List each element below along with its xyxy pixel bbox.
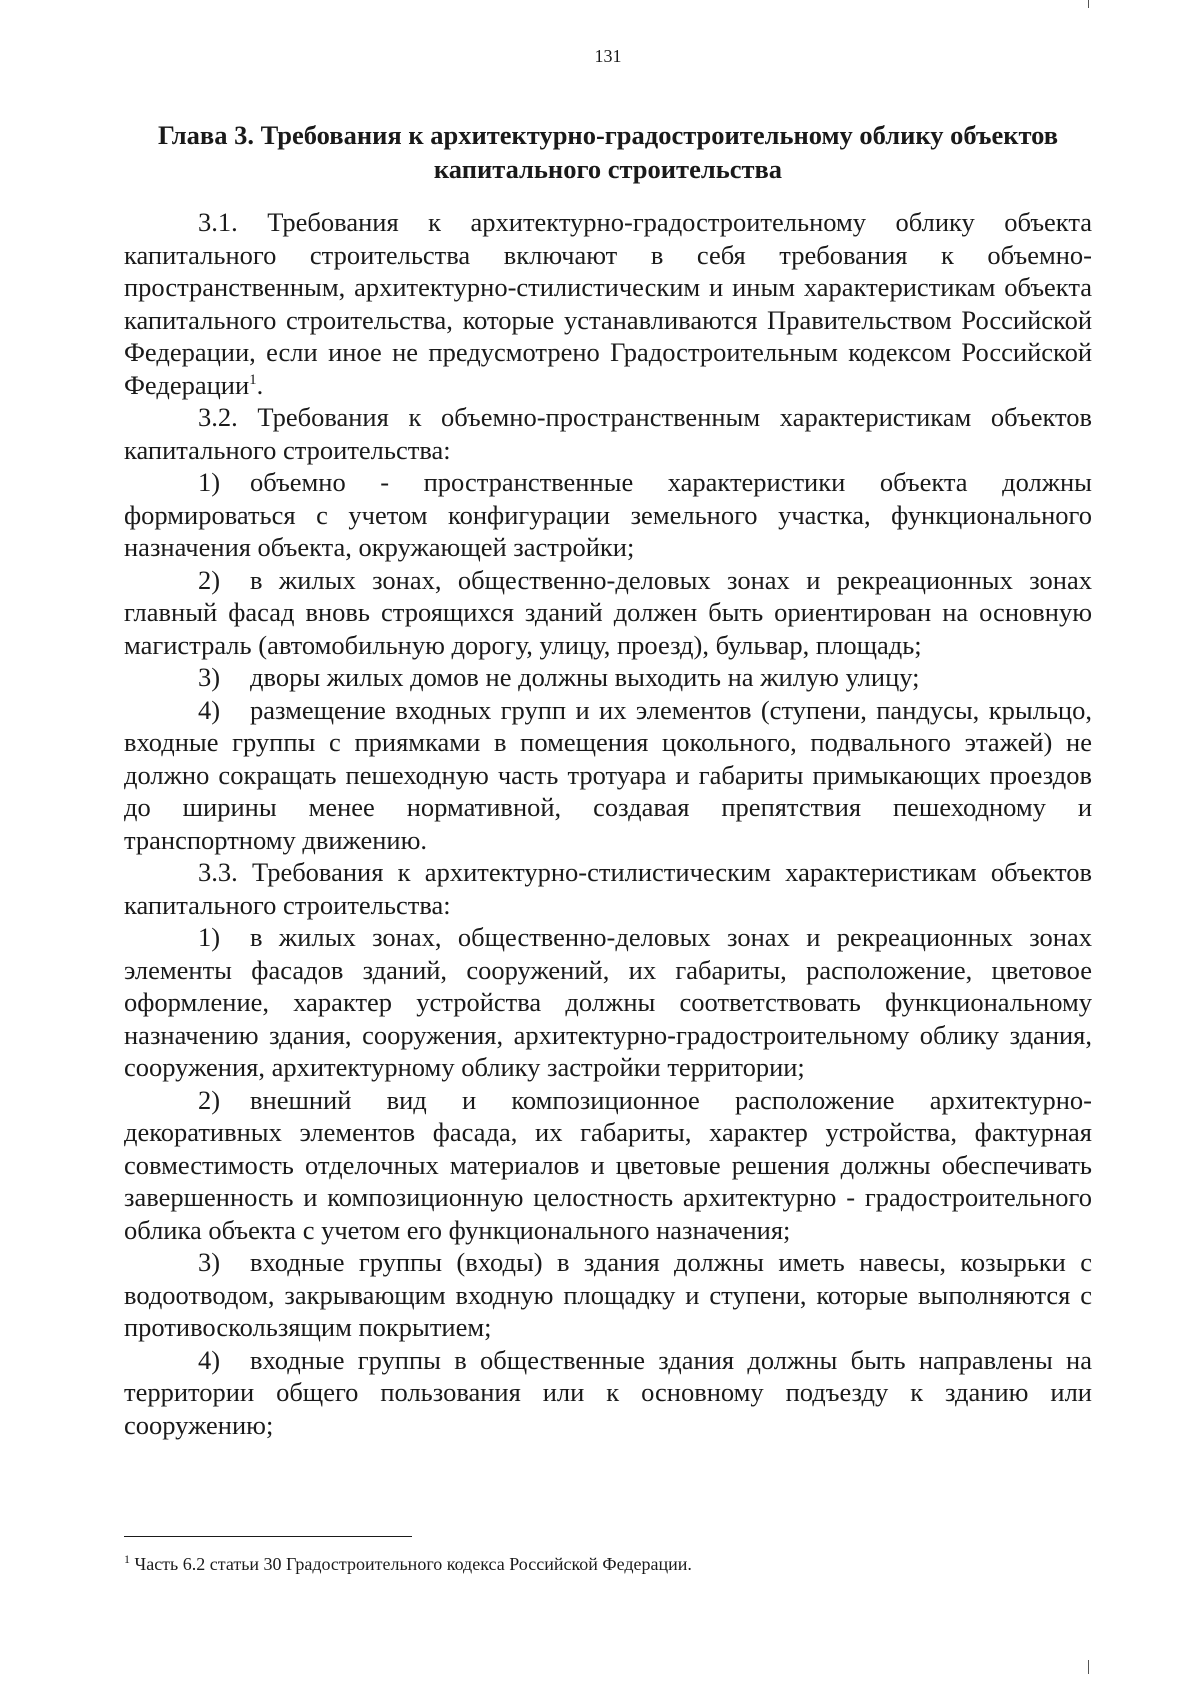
- paragraph-text: 3.1. Требования к архитектурно-градостроительному облику объекта капитального строительства включают в себя требования к объемно-пространственным, архитектурно-стилистическим и иным характеристикам объекта капитального строительства, которые устанавливаются Правительством Российской Федерации, если иное не предусмотрено Градостроительным кодексом Российской Федерации: [124, 207, 1092, 400]
- list-item-number: 1): [198, 922, 221, 952]
- chapter-title: [124, 118, 1092, 186]
- list-item-text: входные группы в общественные здания должны быть направлены на территории общего пользования или к основному подъезду к зданию или сооружению;: [124, 1344, 1092, 1440]
- paragraph-3-1: [124, 206, 1092, 401]
- list-item-number: 4): [198, 1344, 221, 1375]
- list-item: [124, 1246, 1092, 1344]
- list-item-text: размещение входных групп и их элементов (ступени, пандусы, крыльцо, входные группы с приямками в помещения цокольного, подвального этажей) не должно сокращать пешеходную часть тротуара и габариты примыкающих проездов до ширины менее нормативной, создавая препятствия пешеходному и транспортному движению.: [124, 694, 1092, 855]
- list-item-text: в жилых зонах, общественно-деловых зонах и рекреационных зонах элементы фасадов зданий, сооружений, их габариты, расположение, цветовое оформление, характер устройства должны соответствовать функциональному назначению здания, сооружения, архитектурно-градостроительному облику здания, сооружения, архитектурному облику застройки территории;: [124, 922, 1092, 1082]
- footnote-divider: [124, 1536, 412, 1537]
- list-item-text: дворы жилых домов не должны выходить на жилую улицу;: [250, 662, 920, 692]
- paragraph-end: .: [256, 369, 264, 400]
- footnote-text: Часть 6.2 статьи 30 Градостроительного кодекса Российской Федерации.: [130, 1554, 692, 1574]
- list-item-number: 3): [198, 1247, 221, 1277]
- list-item-number: 2): [198, 564, 221, 595]
- paragraph-3-3: [124, 856, 1092, 921]
- paragraph-text: 3.3. Требования к архитектурно-стилистическим характеристикам объектов капитального строительства:: [124, 857, 1092, 920]
- scan-edge-mark-top: [1088, 0, 1089, 8]
- chapter-title-line1: Глава 3. Требования к архитектурно-градостроительному облику объектов: [157, 120, 1059, 150]
- list-item: [124, 1344, 1092, 1442]
- document-page: [124, 0, 1092, 1697]
- footnote: [124, 1546, 1092, 1577]
- footnote-reference: 1: [249, 371, 257, 388]
- list-item: [124, 1084, 1092, 1247]
- list-item-number: 3): [198, 662, 221, 692]
- list-item: [124, 564, 1092, 662]
- body-text: [124, 206, 1092, 1441]
- list-item: [124, 466, 1092, 564]
- list-item: [124, 694, 1092, 857]
- list-item: [124, 661, 1092, 694]
- list-item-text: в жилых зонах, общественно-деловых зонах и рекреационных зонах главный фасад вновь строящихся зданий должен быть ориентирован на основную магистраль (автомобильную дорогу, улицу, проезд), бульвар, площадь;: [124, 564, 1092, 660]
- list-item-text: объемно - пространственные характеристики объекта должны формироваться с учетом конфигурации земельного участка, функционального назначения объекта, окружающей застройки;: [124, 467, 1092, 562]
- list-item: [124, 921, 1092, 1084]
- list-item-number: 4): [198, 694, 221, 725]
- chapter-title-line2: капитального строительства: [433, 154, 783, 184]
- footnote-marker: 1: [124, 1552, 130, 1566]
- page-number: 131: [594, 46, 622, 66]
- paragraph-text: 3.2. Требования к объемно-пространственным характеристикам объектов капитального строительства:: [124, 402, 1092, 465]
- list-item-text: входные группы (входы) в здания должны иметь навесы, козырьки с водоотводом, закрывающим входную площадку и ступени, которые выполняются с противоскользящим покрытием;: [124, 1247, 1092, 1342]
- list-item-number: 1): [198, 467, 221, 497]
- list-item-number: 2): [198, 1084, 221, 1115]
- list-item-text: внешний вид и композиционное расположение архитектурно-декоративных элементов фасада, их габариты, характер устройства, фактурная совместимость отделочных материалов и цветовые решения должны обеспечивать завершенность и композиционную целостность архитектурно - градостроительного облика объекта с учетом его функционального назначения;: [124, 1084, 1092, 1245]
- scan-edge-mark-bottom: [1088, 1660, 1089, 1674]
- paragraph-3-2: [124, 401, 1092, 466]
